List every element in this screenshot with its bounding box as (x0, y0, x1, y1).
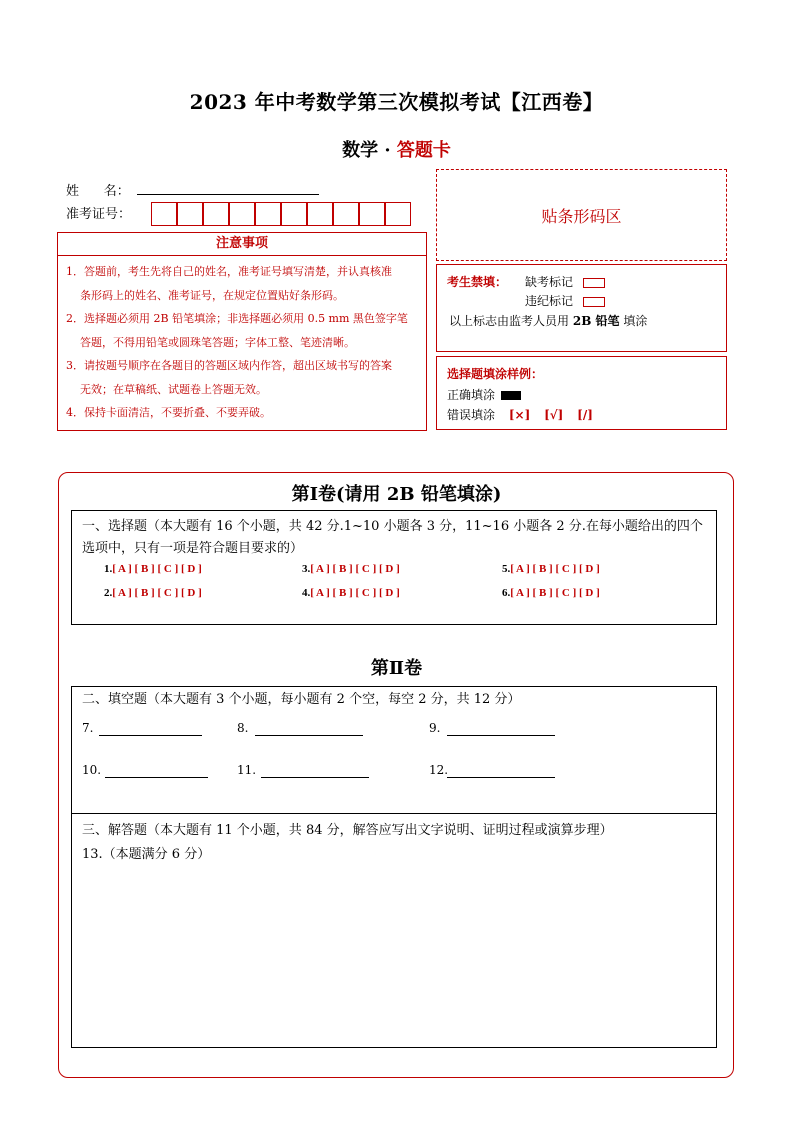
notice-item: 3．请按题号顺序在各题目的答题区域内作答，超出区域书写的答案 (66, 359, 392, 372)
correct-fill-row (447, 386, 521, 403)
choice-question-4[interactable] (302, 587, 400, 599)
exam-id-box[interactable] (203, 202, 229, 226)
correct-fill-sample (501, 391, 521, 400)
barcode-area[interactable] (436, 169, 727, 261)
examiner-only-title: 考生禁填： (447, 275, 508, 289)
choice-question-5[interactable] (502, 563, 600, 575)
choice-number: 5. (502, 563, 511, 575)
choice-section-title-cont: 选项中，只有一项是符合题目要求的） (82, 541, 304, 556)
part2-title: 第Ⅱ卷 (370, 658, 423, 679)
examiner-note-pencil: 2B 铅笔 (572, 314, 620, 328)
name-label: 姓 名： (66, 184, 130, 199)
subtitle-subject: 数学 (342, 140, 379, 161)
section-divider (72, 813, 716, 814)
correct-fill-label: 正确填涂 (447, 388, 496, 402)
blank-answer-line[interactable] (261, 777, 369, 778)
absent-mark-label: 缺考标记 (525, 275, 574, 289)
choice-question-3[interactable] (302, 563, 400, 575)
page-title: 2023 年中考数学第三次模拟考试【江西卷】 (189, 90, 604, 114)
exam-id-box[interactable] (177, 202, 203, 226)
wrong-fill-check: [√] (544, 408, 564, 422)
choice-options[interactable]: [ A ] [ B ] [ C ] [ D ] (310, 563, 400, 575)
absent-mark-box[interactable] (583, 278, 605, 288)
blank-number: 10. (82, 763, 102, 777)
question-13-label: 13.（本题满分 6 分） (82, 847, 211, 862)
blank-number: 7. (82, 721, 94, 735)
choice-number: 6. (502, 587, 511, 599)
notice-item: 4．保持卡面清洁，不要折叠、不要弄破。 (66, 406, 271, 419)
choice-options[interactable]: [ A ] [ B ] [ C ] [ D ] (112, 587, 202, 599)
choice-options[interactable]: [ A ] [ B ] [ C ] [ D ] (310, 587, 400, 599)
violation-mark-box[interactable] (583, 297, 605, 307)
choice-options[interactable]: [ A ] [ B ] [ C ] [ D ] (510, 563, 600, 575)
fill-sample-box (436, 356, 727, 430)
choice-section-title: 一、选择题（本大题有 16 个小题，共 42 分.1~10 小题各 3 分，11~16 小题各 2 分.在每小题给出的四个 (82, 519, 703, 534)
solve-section-title: 三、解答题（本大题有 11 个小题，共 84 分，解答应写出文字说明、证明过程或演算步理） (82, 823, 613, 838)
blank-answer-line[interactable] (99, 735, 202, 736)
name-field[interactable] (137, 194, 319, 195)
wrong-fill-slash: [/] (577, 408, 593, 422)
subtitle-separator: · (384, 140, 391, 161)
part1-title: 第Ⅰ卷(请用 2B 铅笔填涂) (291, 484, 502, 505)
wrong-fill-label: 错误填涂 (447, 408, 496, 422)
fill-sample-title: 选择题填涂样例： (447, 367, 544, 381)
barcode-label: 贴条形码区 (541, 206, 622, 226)
fill-section-title: 二、填空题（本大题有 3 个小题，每小题有 2 个空，每空 2 分，共 12 分） (82, 692, 521, 707)
exam-id-box[interactable] (229, 202, 255, 226)
choice-question-1[interactable] (104, 563, 202, 575)
blank-number: 11. (237, 763, 257, 777)
choice-number: 4. (302, 587, 311, 599)
blank-answer-line[interactable] (105, 777, 208, 778)
subtitle-answer-card: 答题卡 (396, 140, 451, 161)
choice-options[interactable]: [ A ] [ B ] [ C ] [ D ] (112, 563, 202, 575)
choice-number: 2. (104, 587, 113, 599)
examiner-note-text: 以上标志由监考人员用 (449, 314, 570, 328)
notice-item: 无效；在草稿纸、试题卷上答题无效。 (80, 382, 267, 396)
notice-item: 2．选择题必须用 2B 铅笔填涂；非选择题必须用 0.5 mm 黑色签字笔 (66, 312, 408, 325)
choice-question-2[interactable] (104, 587, 202, 599)
notice-item: 1．答题前，考生先将自己的姓名，准考证号填写清楚，并认真核准 (66, 265, 392, 278)
wrong-fill-cross: [×] (508, 408, 531, 422)
wrong-fill-row (447, 406, 593, 423)
blank-answer-line[interactable] (255, 735, 363, 736)
notice-item: 条形码上的姓名、准考证号，在规定位置贴好条形码。 (80, 288, 344, 302)
exam-id-box[interactable] (359, 202, 385, 226)
blank-number: 9. (429, 721, 441, 735)
choice-number: 3. (302, 563, 311, 575)
choice-question-6[interactable] (502, 587, 600, 599)
blank-number: 8. (237, 721, 249, 735)
examiner-note (449, 312, 647, 329)
choice-number: 1. (104, 563, 113, 575)
exam-id-box[interactable] (281, 202, 307, 226)
violation-mark-label: 违纪标记 (525, 294, 574, 308)
page-subtitle (0, 136, 793, 162)
choice-section (71, 510, 717, 625)
exam-id-box[interactable] (255, 202, 281, 226)
blank-answer-line[interactable] (447, 735, 555, 736)
notice-box (57, 256, 427, 431)
examiner-note-fill: 填涂 (623, 314, 648, 328)
blank-number: 12. (429, 763, 449, 777)
question-13-answer-area[interactable] (82, 872, 706, 1042)
exam-id-label: 准考证号： (66, 207, 132, 222)
examiner-only-box (436, 264, 727, 352)
exam-id-box[interactable] (385, 202, 411, 226)
notice-title: 注意事项 (57, 232, 427, 256)
choice-options[interactable]: [ A ] [ B ] [ C ] [ D ] (510, 587, 600, 599)
blank-answer-line[interactable] (447, 777, 555, 778)
violation-mark-row (525, 292, 605, 309)
exam-id-box[interactable] (151, 202, 177, 226)
exam-id-box[interactable] (333, 202, 359, 226)
notice-item: 答题，不得用铅笔或圆珠笔答题；字体工整、笔迹清晰。 (80, 335, 355, 349)
absent-mark-row (525, 273, 605, 290)
part2-section (71, 686, 717, 1048)
exam-id-box[interactable] (307, 202, 333, 226)
